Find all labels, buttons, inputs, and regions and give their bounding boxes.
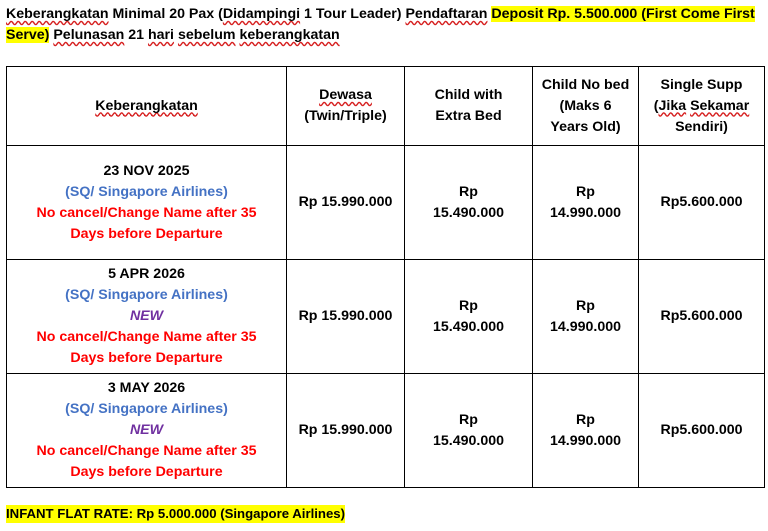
cancel-policy-line2: Days before Departure	[70, 464, 223, 480]
header-child-nobed-line2: (Maks 6	[559, 97, 612, 114]
price-table	[6, 66, 765, 488]
header-child-no-bed	[533, 67, 639, 146]
adult-price: Rp 15.990.000	[287, 374, 405, 488]
child-nobed-amount: 14.990.000	[549, 204, 621, 221]
intro-text: 1 Tour Leader)	[300, 6, 406, 22]
intro-word: Keberangkatan	[6, 6, 109, 22]
intro-text: 21	[124, 27, 148, 43]
new-tag: NEW	[129, 308, 164, 324]
header-single-line1: Single Supp	[660, 76, 743, 93]
header-single-line3: Sendiri)	[675, 118, 728, 135]
child-bed-currency: Rp	[459, 411, 478, 428]
table-row	[7, 146, 765, 260]
intro-text: Minimal 20 Pax (	[108, 6, 223, 22]
departure-date: 5 APR 2026	[108, 266, 185, 282]
child-nobed-currency: Rp	[576, 183, 595, 200]
child-bed-amount: 15.490.000	[432, 204, 504, 221]
departure-date: 23 NOV 2025	[103, 162, 190, 179]
header-child-nobed-line1: Child No bed	[541, 76, 630, 93]
header-single-supp	[639, 67, 765, 146]
header-single-word: Sekamar	[690, 97, 750, 114]
table-row	[7, 374, 765, 488]
departure-date: 3 MAY 2026	[107, 380, 186, 396]
departure-cell	[7, 260, 287, 374]
cancel-policy-line1: No cancel/Change Name after 35	[36, 329, 257, 345]
intro-word: Pendaftaran	[405, 6, 488, 22]
header-adult-line1: Dewasa	[319, 87, 372, 103]
child-bed-amount: 15.490.000	[432, 432, 504, 449]
header-child-bed-line2: Extra Bed	[435, 108, 502, 124]
header-departure	[7, 67, 287, 146]
intro-word: sebelum	[177, 27, 236, 43]
child-nobed-amount: 14.990.000	[549, 432, 621, 449]
child-nobed-currency: Rp	[576, 411, 595, 428]
header-single-paren: (	[653, 97, 659, 114]
cancel-policy-line1: No cancel/Change Name after 35	[36, 204, 257, 221]
child-nobed-currency: Rp	[576, 297, 595, 314]
intro-word: Pelunasan	[53, 27, 125, 43]
header-child-bed-line1: Child with	[434, 87, 503, 103]
child-bed-amount: 15.490.000	[432, 318, 504, 335]
header-departure-label: Keberangkatan	[95, 97, 198, 114]
header-adult	[287, 67, 405, 146]
cancel-policy-line1: No cancel/Change Name after 35	[36, 443, 257, 459]
departure-cell	[7, 146, 287, 260]
cancel-policy-line2: Days before Departure	[70, 225, 223, 242]
header-single-word: Jika	[658, 97, 687, 114]
single-supp-price: Rp5.600.000	[639, 146, 765, 260]
airline-label: (SQ/ Singapore Airlines)	[65, 183, 228, 200]
table-header-row	[7, 67, 765, 146]
child-bed-currency: Rp	[459, 183, 478, 200]
cancel-policy-line2: Days before Departure	[70, 350, 223, 366]
intro-word: Didampingi	[222, 6, 301, 22]
child-nobed-price	[533, 146, 639, 260]
child-nobed-price	[533, 260, 639, 374]
airline-label: (SQ/ Singapore Airlines)	[65, 287, 228, 303]
table-row	[7, 260, 765, 374]
intro-paragraph	[6, 4, 762, 46]
header-child-extra-bed	[405, 67, 533, 146]
child-bed-currency: Rp	[459, 297, 478, 314]
single-supp-price: Rp5.600.000	[639, 260, 765, 374]
single-supp-price: Rp5.600.000	[639, 374, 765, 488]
adult-price: Rp 15.990.000	[287, 260, 405, 374]
child-bed-price	[405, 374, 533, 488]
infant-rate-note: INFANT FLAT RATE: Rp 5.000.000 (Singapore Airlines)	[6, 506, 346, 521]
child-bed-price	[405, 260, 533, 374]
intro-word: keberangkatan	[239, 27, 340, 43]
child-nobed-price	[533, 374, 639, 488]
header-single-line2	[643, 96, 760, 117]
departure-cell	[7, 374, 287, 488]
child-nobed-amount: 14.990.000	[549, 318, 621, 335]
airline-label: (SQ/ Singapore Airlines)	[65, 401, 228, 417]
header-child-nobed-line3: Years Old)	[550, 118, 621, 135]
child-bed-price	[405, 146, 533, 260]
intro-word: hari	[147, 27, 175, 43]
new-tag: NEW	[129, 422, 164, 438]
header-adult-line2: (Twin/Triple)	[304, 108, 387, 124]
deposit-highlight: Deposit Rp. 5.500.000 (First Come First Serve)	[6, 6, 755, 43]
adult-price: Rp 15.990.000	[287, 146, 405, 260]
